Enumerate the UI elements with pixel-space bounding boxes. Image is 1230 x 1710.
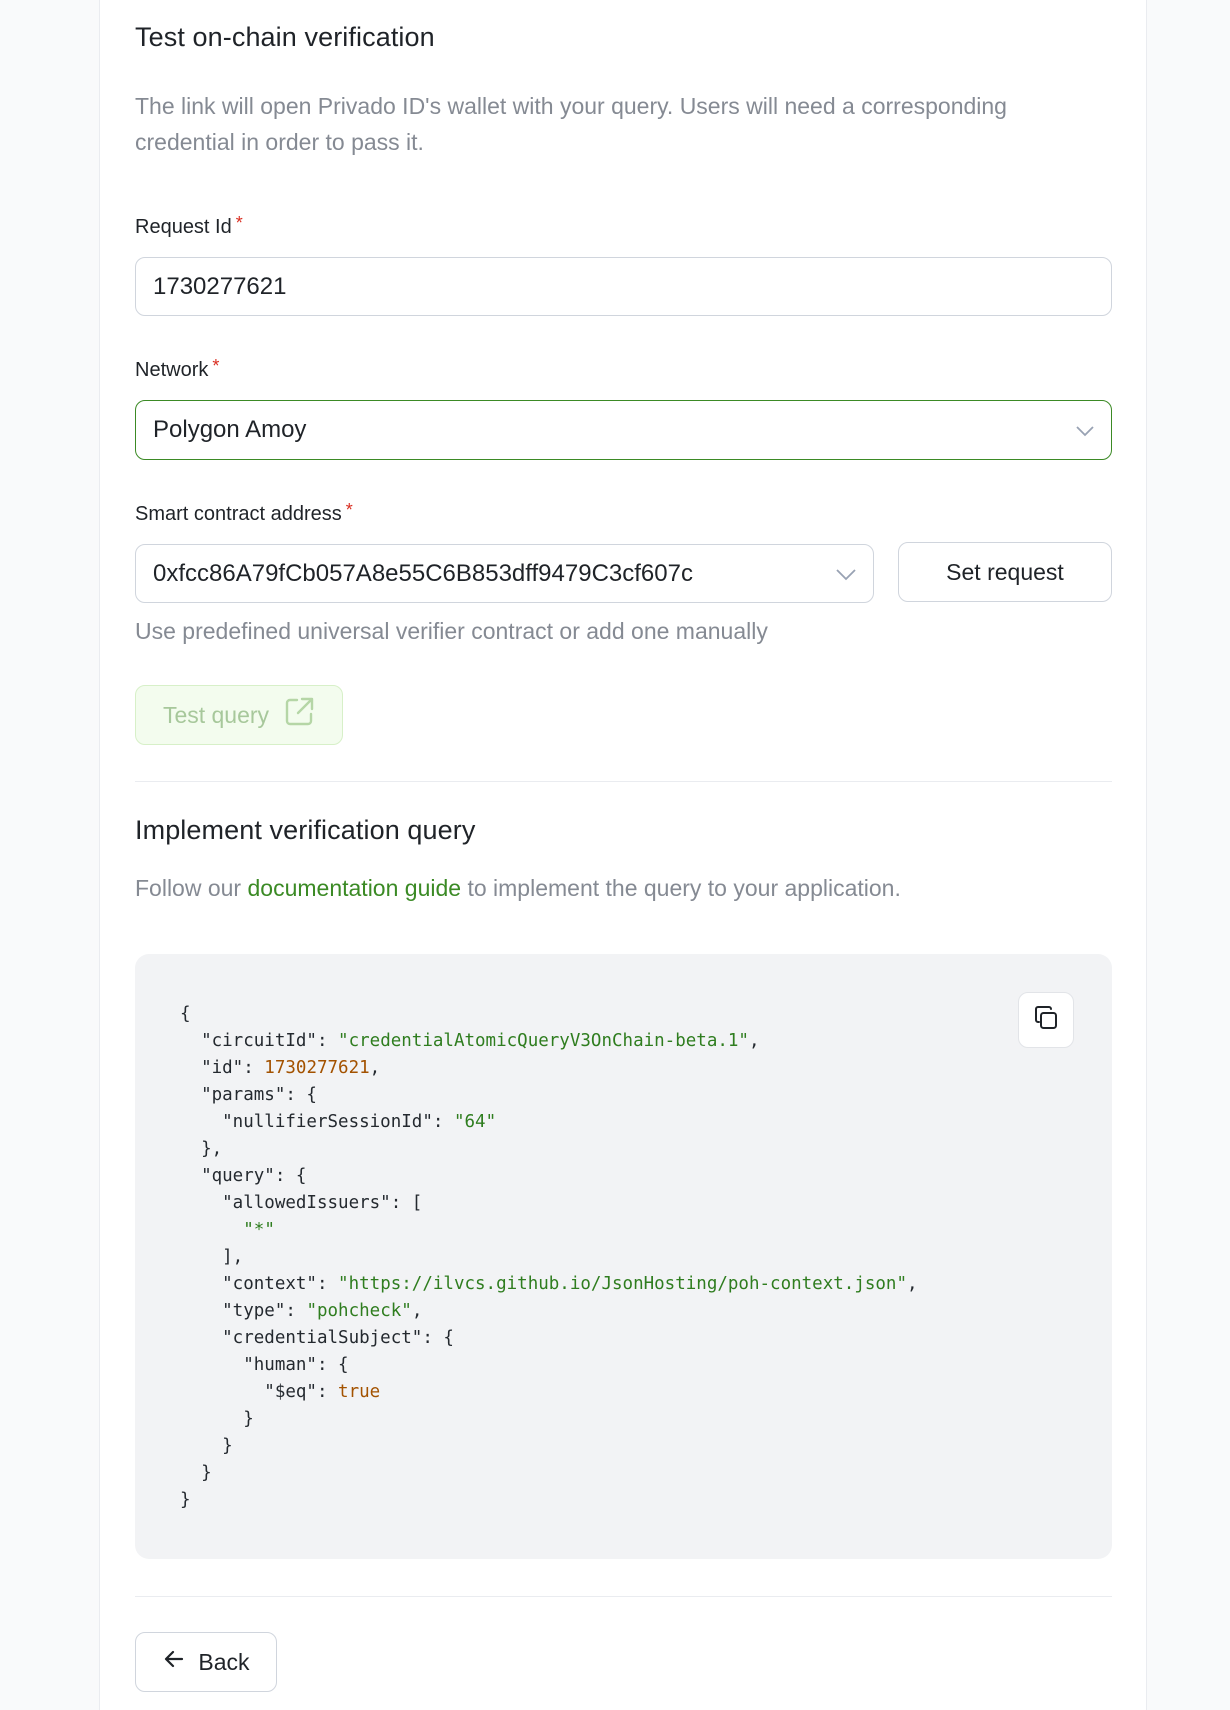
implement-description: Follow our documentation guide to implement the query to your application.	[135, 875, 901, 901]
contract-address-select[interactable]	[135, 544, 874, 603]
required-mark: *	[212, 356, 220, 376]
network-value: Polygon Amoy	[153, 416, 307, 443]
section-divider	[135, 781, 1112, 782]
network-label: Network *	[135, 356, 220, 381]
footer-divider	[135, 1596, 1112, 1597]
onchain-description: The link will open Privado ID's wallet with your query. Users will need a corresponding credential in order to pass it.	[135, 93, 1007, 155]
external-link-icon	[283, 696, 315, 734]
arrow-left-icon	[162, 1647, 186, 1677]
section-title-onchain: Test on-chain verification	[135, 22, 435, 52]
request-id-input[interactable]	[135, 257, 1112, 316]
back-label: Back	[198, 1648, 250, 1675]
network-select[interactable]	[135, 400, 1112, 460]
code-block	[135, 954, 1112, 1559]
chevron-down-icon	[1075, 416, 1095, 444]
contract-address-value: 0xfcc86A79fCb057A8e55C6B853dff9479C3cf607c	[153, 559, 693, 587]
set-request-button[interactable]: Set request	[898, 542, 1112, 602]
chevron-down-icon	[835, 560, 857, 588]
required-mark: *	[345, 500, 353, 520]
copy-icon	[1031, 1003, 1061, 1038]
contract-label: Smart contract address *	[135, 500, 353, 525]
back-button[interactable]	[135, 1632, 277, 1692]
section-title-implement: Implement verification query	[135, 815, 476, 845]
test-query-button[interactable]	[135, 685, 343, 745]
query-json-code: { "circuitId": "credentialAtomicQueryV3OnChain-beta.1", "id": 1730277621, "params": { "nullifierSessionId": "64" }, "query": { "allowedIssuers": [ "*" ], "context": "https://ilvcs.github.io/JsonHosting/poh-context.json", "type": "pohcheck", "credentialSubject": { "human": { "$eq": true } } } }	[180, 1004, 918, 1510]
contract-hint: Use predefined universal verifier contract or add one manually	[135, 618, 768, 644]
request-id-value: 1730277621	[153, 272, 287, 300]
required-mark: *	[235, 213, 243, 233]
copy-button[interactable]	[1018, 992, 1074, 1048]
test-query-label: Test query	[162, 701, 270, 728]
request-id-label: Request Id *	[135, 213, 243, 238]
documentation-guide-link[interactable]: documentation guide	[247, 875, 462, 901]
